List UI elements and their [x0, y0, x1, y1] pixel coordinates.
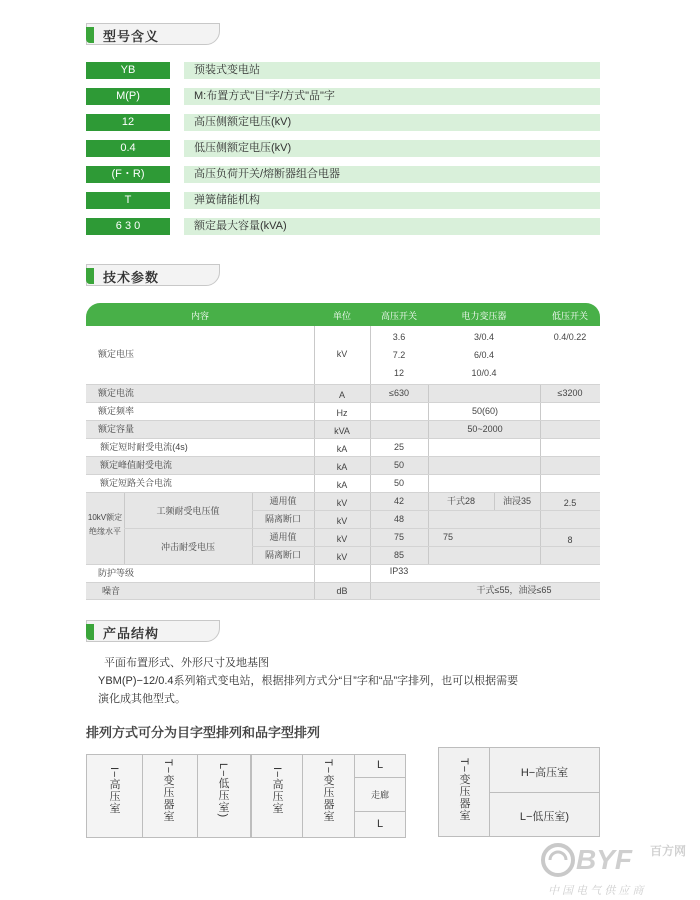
value: 75: [393, 532, 404, 542]
unit: dB: [336, 586, 348, 596]
row-label: 额定短路关合电流: [99, 478, 172, 488]
value: 8: [567, 535, 573, 545]
section-header-tech: [86, 264, 220, 286]
col-content: 内容: [190, 311, 209, 321]
model-code: T: [86, 192, 170, 209]
col-tr: 电力变压器: [461, 311, 507, 321]
corridor-label: 走廊: [370, 790, 389, 800]
section-title: 产品结构: [103, 626, 160, 641]
model-code: YB: [86, 62, 170, 79]
value: 2.5: [563, 498, 577, 508]
model-desc: 低压侧额定电压(kV): [184, 140, 600, 157]
lv-room-label: L−低压室): [519, 811, 570, 823]
row-label: 防护等级: [97, 568, 134, 578]
section-marker: [86, 27, 94, 43]
transformer-room-label: T−变压器室: [322, 759, 334, 823]
lv-room-label: L−低压室): [217, 763, 229, 819]
value: 干式28: [446, 496, 475, 506]
value: 6/0.4: [473, 350, 495, 360]
tech-params-table: [86, 303, 600, 599]
diagram-mu-corridor: [251, 754, 406, 838]
hv-room-label: H−高压室: [520, 767, 569, 779]
unit: kVA: [334, 426, 350, 436]
model-code: 0.4: [86, 140, 170, 157]
sub-label: 通用值: [269, 496, 297, 506]
logo-brand: BYF: [576, 844, 632, 875]
model-desc: 弹簧储能机构: [184, 192, 600, 209]
lv-label: L: [376, 759, 384, 771]
value: 42: [393, 496, 404, 506]
col-hv: 高压开关: [380, 311, 417, 321]
unit: kA: [336, 444, 348, 454]
lv-label: L: [376, 818, 384, 830]
value: 干式≤55，油浸≤65: [476, 585, 552, 595]
value: 油浸35: [502, 496, 531, 506]
section-title: 型号含义: [103, 29, 160, 44]
table-header: [86, 303, 600, 326]
transformer-room-label: T−变压器室: [458, 758, 470, 822]
logo-cn: 百方网: [650, 844, 687, 858]
arrangement-title: 排列方式可分为目字型排列和品字型排列: [86, 725, 321, 740]
row-label: 额定频率: [97, 406, 134, 416]
model-row: [86, 114, 600, 131]
hv-room-label: I−高压室: [271, 767, 283, 815]
value: 10/0.4: [471, 368, 497, 378]
value: 50: [393, 460, 404, 470]
value: ≤3200: [557, 388, 583, 398]
section-marker: [86, 268, 94, 284]
row-label: 额定峰值耐受电流: [99, 460, 172, 470]
model-row: [86, 62, 600, 79]
value: 50(60): [471, 406, 498, 416]
unit: Hz: [336, 408, 348, 418]
value: 75: [442, 532, 453, 542]
value: 50~2000: [467, 424, 503, 434]
section-marker: [86, 624, 94, 640]
row-label: 额定短时耐受电流(4s): [100, 442, 188, 452]
model-row: [86, 192, 600, 209]
model-row: [86, 140, 600, 157]
section-header-model: [86, 23, 220, 45]
unit: kA: [336, 480, 348, 490]
col-unit: 单位: [332, 311, 351, 321]
row-label: 10kV额定: [87, 513, 123, 522]
value: ≤630: [389, 388, 409, 398]
diagram-pin-arrangement: [438, 747, 600, 837]
value: 50: [393, 478, 404, 488]
model-desc: M:布置方式"目"字/方式"品"字: [184, 88, 600, 105]
unit: kA: [336, 462, 348, 472]
row-label: 工频耐受电压值: [156, 506, 220, 516]
col-lv: 低压开关: [551, 311, 588, 321]
unit: kV: [336, 516, 348, 526]
row-label: 额定电流: [97, 388, 134, 398]
sub-label: 隔离断口: [264, 550, 301, 560]
row-label: 噪音: [101, 586, 120, 596]
sub-label: 隔离断口: [264, 514, 301, 524]
sub-label: 通用值: [269, 532, 297, 542]
model-desc: 高压负荷开关/熔断器组合电器: [184, 166, 600, 183]
value: 12: [393, 368, 404, 378]
value: 3.6: [392, 332, 406, 342]
model-row: [86, 218, 600, 235]
diagram-mu-arrangement: [86, 754, 251, 838]
unit: kV: [336, 349, 348, 359]
hv-room-label: I−高压室: [108, 767, 120, 815]
structure-line-1: 平面布置形式、外形尺寸及地基图: [104, 657, 269, 669]
model-code: (F・R): [86, 166, 170, 183]
unit: kV: [336, 552, 348, 562]
row-label: 额定容量: [97, 424, 134, 434]
model-code: 6 3 0: [86, 218, 170, 235]
row-label: 冲击耐受电压: [160, 542, 215, 552]
structure-line-2: YBM(P)−12/0.4系列箱式变电站，根据排列方式分“目”字和“品”字排列，也可以根据需要: [98, 675, 519, 687]
value: 3/0.4: [473, 332, 495, 342]
value: 85: [393, 550, 404, 560]
row-label: 额定电压: [97, 349, 134, 359]
model-code: 12: [86, 114, 170, 131]
logo-tagline: 中 国 电 气 供 应 商: [548, 885, 644, 897]
value: 0.4/0.22: [553, 332, 587, 342]
byf-logo: [540, 838, 700, 900]
model-desc: 预装式变电站: [184, 62, 600, 79]
value: 7.2: [392, 350, 406, 360]
model-row: [86, 88, 600, 105]
structure-line-3: 演化成其他型式。: [98, 693, 186, 705]
section-header-structure: [86, 620, 220, 642]
value: IP33: [389, 566, 409, 576]
row-label: 绝缘水平: [89, 527, 121, 536]
section-title: 技术参数: [103, 270, 160, 285]
unit: kV: [336, 498, 348, 508]
transformer-room-label: T−变压器室: [162, 759, 174, 823]
value: 25: [393, 442, 404, 452]
model-code: M(P): [86, 88, 170, 105]
model-desc: 额定最大容量(kVA): [184, 218, 600, 235]
unit: kV: [336, 534, 348, 544]
unit: A: [338, 390, 345, 400]
value: 48: [393, 514, 404, 524]
model-row: [86, 166, 600, 183]
model-desc: 高压侧额定电压(kV): [184, 114, 600, 131]
